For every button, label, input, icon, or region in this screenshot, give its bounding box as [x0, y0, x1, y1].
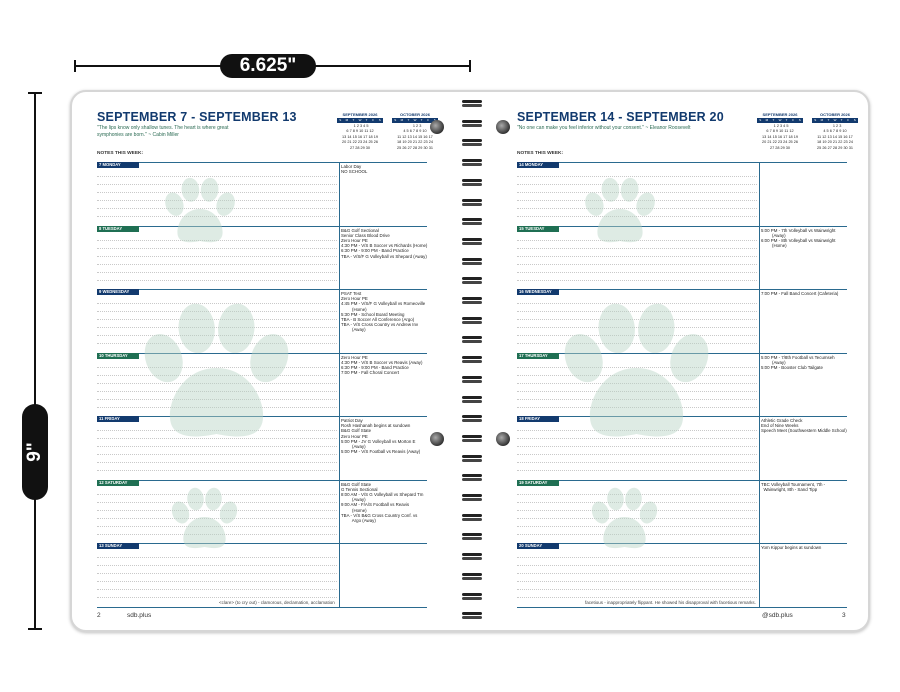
mini-calendar-week: 13 14 15 16 17 18 19	[342, 134, 378, 139]
dow-label: S	[853, 118, 856, 122]
day-block[interactable]	[97, 543, 427, 607]
page-number: 3	[842, 612, 846, 619]
notes-label: NOTES THIS WEEK:	[517, 151, 564, 156]
day-events: 5:00 PM - 7th Volleyball vs Wainwright (Away) 6:00 PM - 8th Volleyball vs Wainwright (Home)	[761, 227, 836, 249]
spiral-coil	[460, 336, 484, 345]
day-events: Athletic Grade Check End of Nine Weeks Speech Meet (Southwestern Middle School)	[761, 418, 847, 434]
dow-label: F	[427, 118, 430, 122]
mini-calendar-week: 1 2 3	[828, 123, 842, 128]
day-block[interactable]	[517, 162, 847, 226]
spiral-coil	[460, 277, 484, 286]
day-events: 7:00 PM - Fall Band Concert (Cafeteria)	[761, 291, 839, 296]
dow-label: M	[345, 118, 349, 122]
mini-calendar-week: 6 7 8 9 10 11 12	[766, 129, 794, 134]
spiral-coil	[460, 297, 484, 306]
dow-label: S	[339, 118, 342, 122]
day-events: PSAT Test Zero Hour PE 4:45 PM - V/S/F G Volleyball vs Romeoville (Home) 5:30 PM - School Board Meeting TBA - B Soccer All Conference (Argo) TBA - V/S Cross Country vs Andrew Inv (Away)	[341, 291, 426, 333]
mini-calendar-week: 4 5 6 7 8 9 10	[823, 129, 847, 134]
spiral-coil	[460, 356, 484, 365]
day-label: 20 SUNDAY	[517, 543, 559, 549]
dow-label: W	[833, 118, 837, 122]
mini-calendar-week: 27 28 29 30	[349, 145, 371, 150]
day-events: Patriot Day Rosh Hashanah begins at sundown B&G Golf State Zero Hour PE 5:00 PM - JV G Volleyball vs Morton E (Away) 5:00 PM - V/S Football vs Reavis (Away)	[341, 418, 421, 455]
mini-calendar-week: 1 2 3 4 5	[351, 123, 369, 128]
dow-label: F	[792, 118, 795, 122]
spiral-coil	[460, 376, 484, 385]
mini-calendar-week: 25 26 27 28 29 30 31	[817, 145, 853, 150]
day-label: 11 FRIDAY	[97, 416, 139, 422]
spiral-coil	[460, 415, 484, 424]
spiral-coil	[460, 474, 484, 483]
day-events: TBC Volleyball Tournament, 7th - Wainwright, 8th - Sand Tipp	[761, 481, 826, 492]
spiral-coil	[460, 533, 484, 542]
spiral-coil	[460, 612, 484, 621]
dow-label: S	[378, 118, 381, 122]
mini-calendar-week: 27 28 29 30	[769, 145, 791, 150]
paw-watermark	[587, 487, 662, 560]
height-label: 9"	[24, 442, 45, 462]
dow-label: M	[400, 118, 404, 122]
binder-hole	[430, 120, 444, 134]
day-block[interactable]	[97, 162, 427, 226]
spiral-coil	[460, 553, 484, 562]
left-page	[72, 92, 470, 630]
dow-label: F	[847, 118, 850, 122]
mini-calendar	[812, 112, 858, 151]
day-label: 17 THURSDAY	[517, 353, 559, 359]
day-label: 15 TUESDAY	[517, 226, 559, 232]
day-label: 16 WEDNESDAY	[517, 289, 559, 295]
dow-label: S	[814, 118, 817, 122]
binder-hole	[496, 432, 510, 446]
mini-calendar-week: 4 5 6 7 8 9 10	[403, 129, 427, 134]
notes-label: NOTES THIS WEEK:	[97, 151, 144, 156]
day-label: 7 MONDAY	[97, 162, 139, 168]
mini-calendar-week: 11 12 13 14 15 16 17	[817, 134, 853, 139]
day-events: 5:00 PM - 7/8th Football vs Tecumseh (Away) 5:00 PM - Booster Club Tailgate	[761, 354, 835, 370]
day-block[interactable]	[517, 226, 847, 290]
word-of-day: <clare> (to cry out) - clamorous, declamation, acclamation	[219, 600, 335, 605]
dow-label: T	[827, 118, 830, 122]
day-label: 14 MONDAY	[517, 162, 559, 168]
paw-watermark	[554, 302, 719, 456]
mini-calendar-title: OCTOBER 2026	[400, 112, 430, 117]
dow-label: F	[372, 118, 375, 122]
right-page	[472, 92, 870, 630]
day-block[interactable]	[97, 226, 427, 290]
spiral-coil	[460, 199, 484, 208]
dow-label: T	[772, 118, 775, 122]
mini-calendar	[337, 112, 383, 151]
spiral-coil	[460, 159, 484, 168]
spiral-coil	[460, 435, 484, 444]
spiral-coil	[460, 120, 484, 129]
mini-calendar-week: 1 2 3	[408, 123, 422, 128]
mini-calendar-title: SEPTEMBER 2026	[342, 112, 378, 117]
binder-hole	[496, 120, 510, 134]
day-events: Yom Kippur begins at sundown	[761, 545, 822, 550]
spiral-coil	[460, 139, 484, 148]
day-block[interactable]	[517, 480, 847, 544]
mini-calendar-title: SEPTEMBER 2026	[762, 112, 798, 117]
spiral-coil	[460, 494, 484, 503]
paw-watermark	[160, 177, 240, 254]
week-quote: "No one can make you feel inferior without your consent." ~ Eleanor Roosevelt	[517, 125, 691, 131]
day-events: B&G Golf Sectional Senior Class Blood Drive Zero Hour PE 4:30 PM - V/S B Soccer vs Richards (Home) 6:30 PM - 9:00 PM - Band Practice TBA - V/S/F G Volleyball vs Shepard (Away)	[341, 227, 428, 259]
spiral-coil	[460, 593, 484, 602]
dow-label: S	[394, 118, 397, 122]
day-events: B&G Golf State G Tennis Sectional 8:00 AM - V/S G Volleyball vs Shepard Tm (Away) 9:00 AM - F/A/S Football vs Reavis (Home) TBA - V/S B&G Cross Country Conf. vs Argo (Away)	[341, 481, 424, 523]
page-number: 2	[97, 612, 101, 619]
dow-label: T	[365, 118, 368, 122]
dow-label: T	[785, 118, 788, 122]
spiral-coil	[460, 455, 484, 464]
planner-spread	[70, 90, 870, 632]
dow-label: M	[765, 118, 769, 122]
spiral-coil	[460, 258, 484, 267]
day-block[interactable]	[97, 480, 427, 544]
dow-label: W	[413, 118, 417, 122]
spiral-coil	[460, 396, 484, 405]
day-label: 9 WEDNESDAY	[97, 289, 139, 295]
dow-label: T	[407, 118, 410, 122]
week-title: SEPTEMBER 7 - SEPTEMBER 13	[97, 110, 297, 124]
mini-calendar-title: OCTOBER 2026	[820, 112, 850, 117]
mini-calendar	[757, 112, 803, 151]
spiral-coil	[460, 514, 484, 523]
day-label: 13 SUNDAY	[97, 543, 139, 549]
paw-watermark	[134, 302, 299, 456]
mini-calendar-week: 1 2 3 4 5	[771, 123, 789, 128]
brand-footer: sdb.plus	[127, 612, 152, 619]
height-dimension	[22, 92, 48, 630]
brand-footer: @sdb.plus	[762, 612, 793, 619]
spiral-coil	[460, 179, 484, 188]
width-dimension	[74, 54, 471, 78]
week-title: SEPTEMBER 14 - SEPTEMBER 20	[517, 110, 724, 124]
mini-calendar-week: 13 14 15 16 17 18 19	[762, 134, 798, 139]
dow-label: W	[358, 118, 362, 122]
spiral-coil	[460, 317, 484, 326]
dow-label: T	[420, 118, 423, 122]
binder-hole	[430, 432, 444, 446]
width-label: 6.625"	[220, 54, 316, 78]
day-label: 8 TUESDAY	[97, 226, 139, 232]
mini-calendar-week: 18 19 20 21 22 23 24	[817, 140, 853, 145]
week-quote: "The lips know only shallow tunes. The heart is where great symphonies are born." ~ Cabin Miller	[97, 125, 229, 138]
dow-label: S	[759, 118, 762, 122]
dow-label: T	[352, 118, 355, 122]
day-label: 12 SATURDAY	[97, 480, 139, 486]
spiral-coil	[460, 573, 484, 582]
day-label: 18 FRIDAY	[517, 416, 559, 422]
paw-watermark	[167, 487, 242, 560]
spiral-coil	[460, 100, 484, 109]
day-block[interactable]	[517, 543, 847, 607]
day-label: 19 SATURDAY	[517, 480, 559, 486]
mini-calendar-week: 25 26 27 28 29 30 31	[397, 145, 433, 150]
mini-calendar-week: 20 21 22 23 24 25 26	[342, 140, 378, 145]
word-of-day: facetious - inappropriately flippant. He showed his disapproval with facetious remarks.	[585, 600, 756, 605]
mini-calendar-week: 6 7 8 9 10 11 12	[346, 129, 374, 134]
mini-calendar-week: 20 21 22 23 24 25 26	[762, 140, 798, 145]
dow-label: S	[798, 118, 801, 122]
spiral-coil	[460, 238, 484, 247]
paw-watermark	[580, 177, 660, 254]
day-events: Zero Hour PE 4:30 PM - V/S B Soccer vs Reavis (Away) 6:30 PM - 9:00 PM - Band Practice 7:00 PM - Fall Choral Concert	[341, 354, 423, 376]
day-label: 10 THURSDAY	[97, 353, 139, 359]
dow-label: W	[778, 118, 782, 122]
spiral-coil	[460, 218, 484, 227]
mini-calendar-week: 18 19 20 21 22 23 24	[397, 140, 433, 145]
dow-label: M	[820, 118, 824, 122]
mini-calendar-week: 11 12 13 14 15 16 17	[397, 134, 433, 139]
dow-label: T	[840, 118, 843, 122]
day-events: Labor Day NO SCHOOL	[341, 164, 368, 175]
